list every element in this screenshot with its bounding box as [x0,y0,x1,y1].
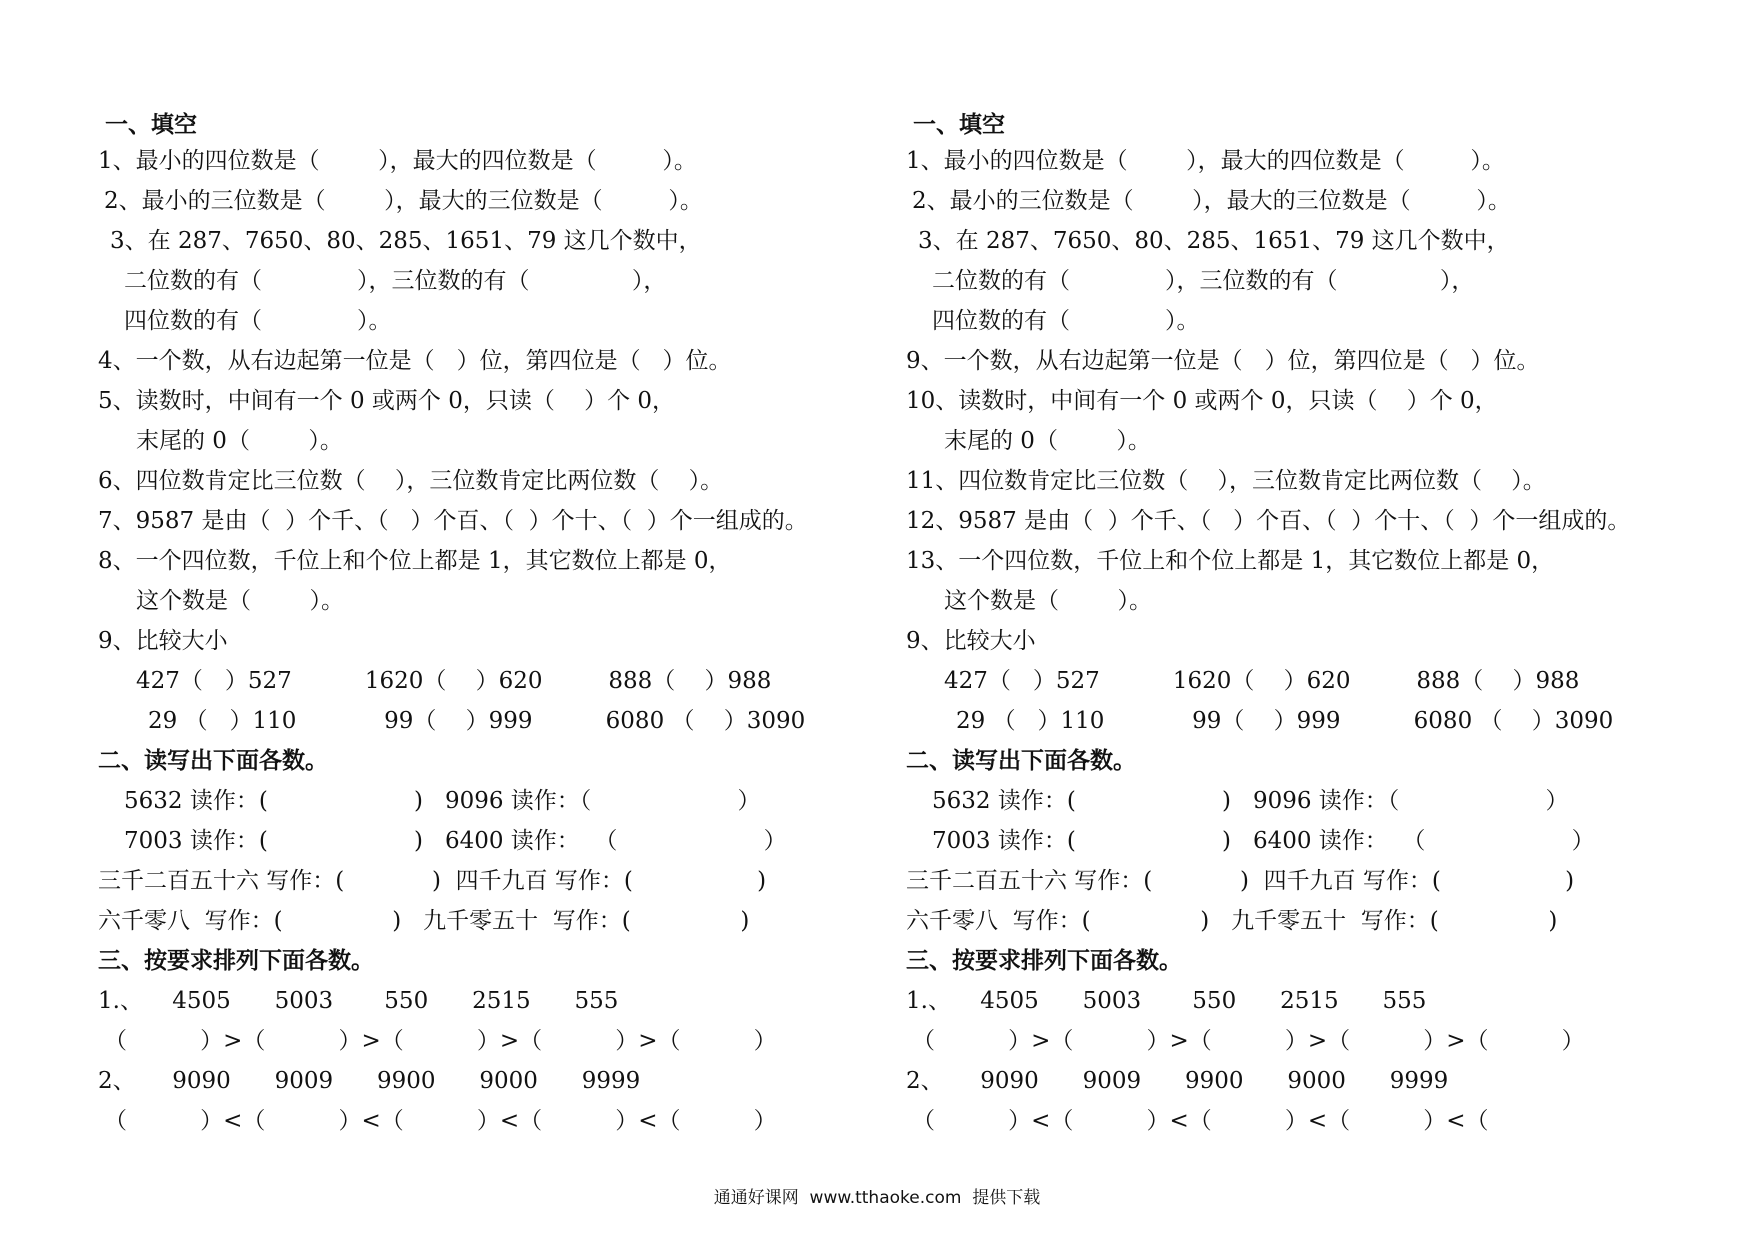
worksheet-left [0,0,808,1240]
write-row-1: 三千二百五十六 写作：( ) 四千九百 写作：( ) [98,868,767,894]
section-heading-order: 三、按要求排列下面各数。 [906,947,1182,974]
read-row-2: 7003 读作：( ) 6400 读作： （ ） [932,828,1595,854]
question-3: 3、在 287、7650、80、285、1651、79 这几个数中， [918,228,1510,254]
compare-row-1: 427（ ）527 1620（ ）620 888（ ）988 [136,668,772,694]
order-numbers-2: 2、 9090 9009 9900 9000 9999 [98,1068,641,1094]
question-3: 3、在 287、7650、80、285、1651、79 这几个数中， [110,228,702,254]
question-5: 5、读数时，中间有一个 0 或两个 0，只读（ ）个 0， [98,388,676,414]
write-row-2: 六千零八 写作：( ) 九千零五十 写作：( ) [98,908,750,934]
question-13-line-2: 这个数是（ ）。 [944,588,1152,614]
read-row-2: 7003 读作：( ) 6400 读作： （ ） [124,828,787,854]
read-row-1: 5632 读作：( ) 9096 读作：（ ） [932,788,1569,814]
order-numbers-2: 2、 9090 9009 9900 9000 9999 [906,1068,1449,1094]
question-compare: 9、比较大小 [906,628,1036,654]
order-numbers-1: 1.、 4505 5003 550 2515 555 [98,988,619,1014]
question-2: 2、最小的三位数是（ ），最大的三位数是（ ）。 [912,188,1511,214]
compare-row-1: 427（ ）527 1620（ ）620 888（ ）988 [944,668,1580,694]
compare-row-2: 29 （ ）110 99（ ）999 6080 （ ）3090 [148,708,806,734]
footer-source: 通通好课网 www.tthaoke.com 提供下载 [713,1188,1041,1208]
question-1: 1、最小的四位数是（ ），最大的四位数是（ ）。 [98,148,697,174]
question-10-line-2: 末尾的 0（ ）。 [944,428,1151,454]
section-heading-fill-blank: 一、填空 [913,111,1005,138]
question-9: 9、比较大小 [98,628,228,654]
question-8-line-2: 这个数是（ ）。 [136,588,344,614]
question-7: 7、9587 是由（ ）个千、（ ）个百、（ ）个十、（ ）个一组成的。 [98,508,808,534]
section-heading-fill-blank: 一、填空 [105,111,197,138]
question-12: 12、9587 是由（ ）个千、（ ）个百、（ ）个十、（ ）个一组成的。 [906,508,1631,534]
section-heading-order: 三、按要求排列下面各数。 [98,947,374,974]
question-2: 2、最小的三位数是（ ），最大的三位数是（ ）。 [104,188,703,214]
question-6: 6、四位数肯定比三位数（ ），三位数肯定比两位数（ ）。 [98,468,724,494]
order-answer-2: （ ）<（ ）<（ ）<（ ）<（ ） [104,1108,777,1134]
question-10: 10、读数时，中间有一个 0 或两个 0，只读（ ）个 0， [906,388,1498,414]
question-4: 4、一个数，从右边起第一位是（ ）位，第四位是（ ）位。 [98,348,732,374]
order-numbers-1: 1.、 4505 5003 550 2515 555 [906,988,1427,1014]
question-8: 8、一个四位数，千位上和个位上都是 1，其它数位上都是 0， [98,548,732,574]
write-row-1: 三千二百五十六 写作：( ) 四千九百 写作：( ) [906,868,1575,894]
question-3-line-3: 四位数的有（ ）。 [932,308,1200,334]
section-heading-read-write: 二、读写出下面各数。 [906,747,1136,774]
question-1: 1、最小的四位数是（ ），最大的四位数是（ ）。 [906,148,1505,174]
question-3-line-3: 四位数的有（ ）。 [124,308,392,334]
section-heading-read-write: 二、读写出下面各数。 [98,747,328,774]
order-answer-2: （ ）<（ ）<（ ）<（ ）<（ [912,1108,1489,1134]
question-3-line-2: 二位数的有（ ），三位数的有（ ）， [124,268,667,294]
question-9: 9、一个数，从右边起第一位是（ ）位，第四位是（ ）位。 [906,348,1540,374]
read-row-1: 5632 读作：( ) 9096 读作：（ ） [124,788,761,814]
worksheet-right [808,0,1631,1240]
question-5-line-2: 末尾的 0（ ）。 [136,428,343,454]
question-13: 13、一个四位数，千位上和个位上都是 1，其它数位上都是 0， [906,548,1555,574]
write-row-2: 六千零八 写作：( ) 九千零五十 写作：( ) [906,908,1558,934]
order-answer-1: （ ）>（ ）>（ ）>（ ）>（ ） [104,1028,777,1054]
order-answer-1: （ ）>（ ）>（ ）>（ ）>（ ） [912,1028,1585,1054]
question-11: 11、四位数肯定比三位数（ ），三位数肯定比两位数（ ）。 [906,468,1546,494]
question-3-line-2: 二位数的有（ ），三位数的有（ ）， [932,268,1475,294]
compare-row-2: 29 （ ）110 99（ ）999 6080 （ ）3090 [956,708,1614,734]
